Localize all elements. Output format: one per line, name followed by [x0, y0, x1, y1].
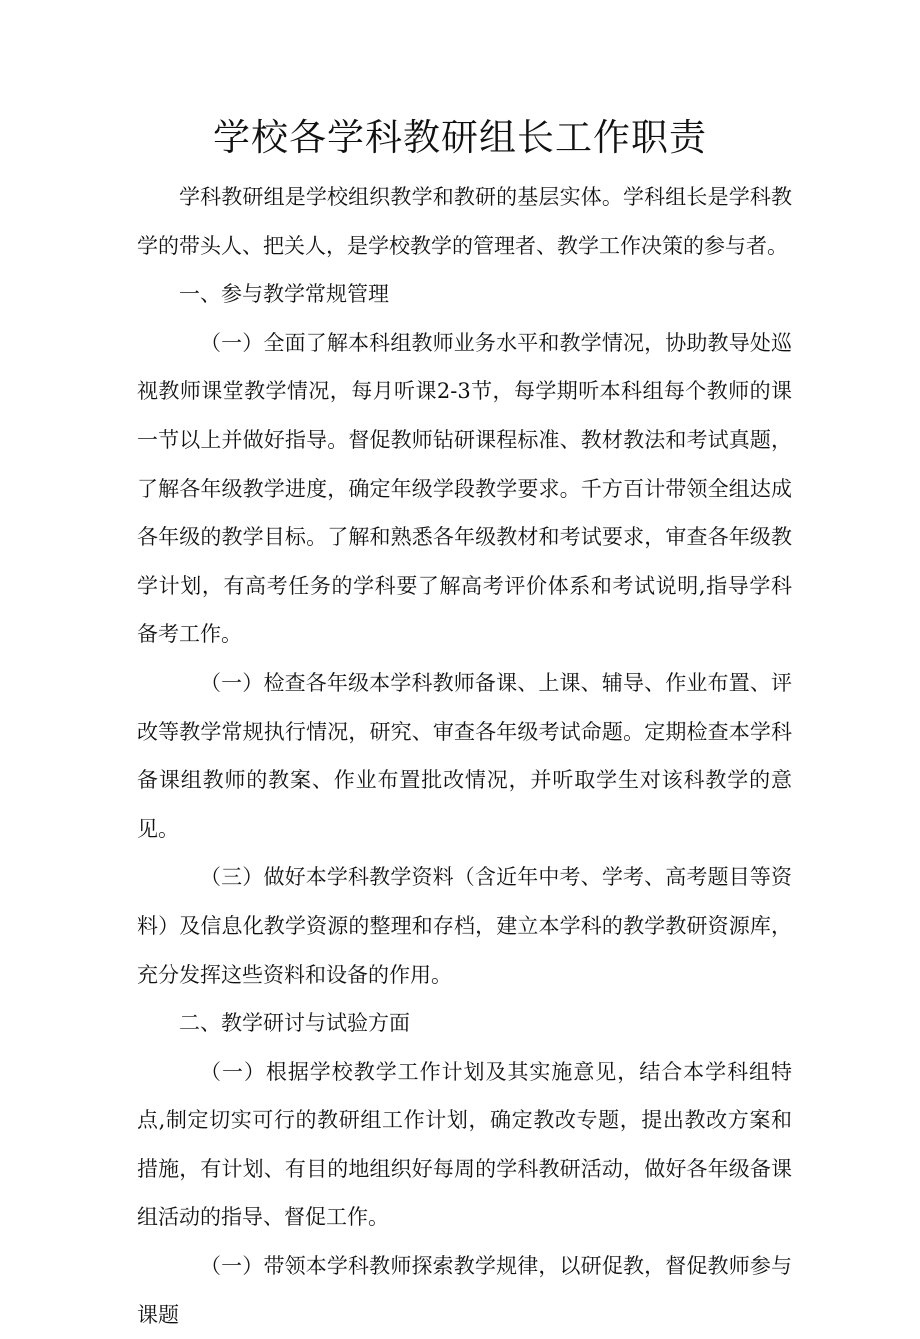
- section-1-item-2: （一）检查各年级本学科教师备课、上课、辅导、作业布置、评改等教学常规执行情况，研究、审查各年级考试命题。定期检查本学科备课组教师的教案、作业布置批改情况，并听取学生对该科教学的意见。: [137, 670, 792, 841]
- section-2-item-2: （一）带领本学科教师探索教学规律，以研促教，督促教师参与课题: [137, 1254, 792, 1327]
- section-2-item-1: （一）根据学校教学工作计划及其实施意见，结合本学科组特点,制定切实可行的教研组工作计划，确定教改专题，提出教改方案和措施，有计划、有目的地组织好每周的学科教研活动，做好各年级备课组活动的指导、督促工作。: [137, 1059, 792, 1230]
- section-1-item-3: （三）做好本学科教学资料（含近年中考、学考、高考题目等资料）及信息化教学资源的整理和存档，建立本学科的教学教研资源库，充分发挥这些资料和设备的作用。: [137, 865, 792, 987]
- section-1-item-1: （一）全面了解本科组教师业务水平和教学情况，协助教导处巡视教师课堂教学情况，每月听课2-3节，每学期听本科组每个教师的课一节以上并做好指导。督促教师钻研课程标准、教材教法和考试真题，了解各年级教学进度，确定年级学段教学要求。千方百计带领全组达成各年级的教学目标。了解和熟悉各年级教材和考试要求，审查各年级教学计划，有高考任务的学科要了解高考评价体系和考试说明,指导学科备考工作。: [137, 330, 792, 647]
- intro-paragraph: 学科教研组是学校组织教学和教研的基层实体。学科组长是学科教学的带头人、把关人，是学校教学的管理者、教学工作决策的参与者。: [137, 185, 792, 258]
- document-title: 学校各学科教研组长工作职责: [213, 116, 707, 159]
- document-body: [137, 173, 792, 1339]
- section-heading-2: 二、教学研讨与试验方面: [179, 1011, 410, 1036]
- section-heading-1: 一、参与教学常规管理: [179, 282, 389, 307]
